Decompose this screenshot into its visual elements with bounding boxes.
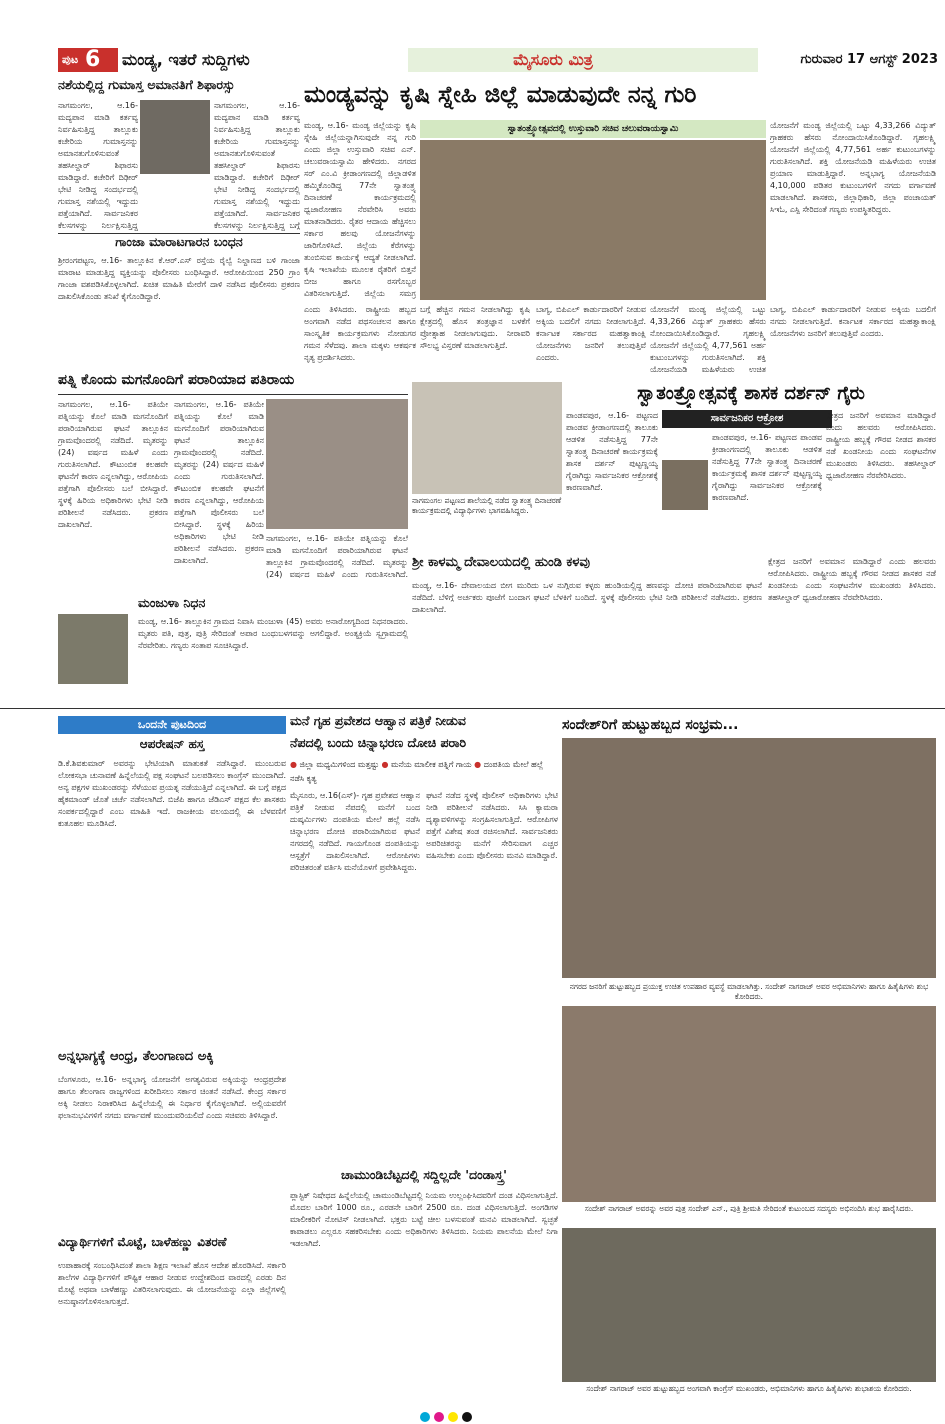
story-hundi bbox=[412, 556, 762, 696]
sub-operation: ಆಪರೇಷನ್ ಹಸ್ತ bbox=[139, 738, 205, 751]
date-line: ಗುರುವಾರ 17 ಆಗಸ್ಟ್ 2023 bbox=[800, 52, 938, 67]
divider bbox=[58, 233, 300, 234]
lead-bottom-b: ಬಗ್ಗೆ ಹೆಚ್ಚಿನ ಗಮನ ನೀಡಲಾಗಿದ್ದು ಕೃಷಿ ಕ್ಷೇತ್ರದಲ್ಲಿ ಹೊಸ ತಂತ್ರಜ್ಞಾನ ಬಳಕೆಗೆ ಪ್ರೋತ್ಸಾಹ ನೀಡಲಾಗುವುದು. ನೀರಾವರಿ ಸೌಲಭ್ಯ ವಿಸ್ತರಣೆ ಮಾಡಲಾಗುತ್ತಿದೆ. bbox=[420, 305, 530, 350]
body-text: ನಾಗಮಂಗಲ, ಆ.16- ಮದ್ಯಪಾನ ಮಾಡಿ ಕರ್ತವ್ಯ ನಿರ್ವಹಿಸುತ್ತಿದ್ದ ತಾಲ್ಲೂಕು ಕಚೇರಿಯ ಗುಮಾಸ್ತನನ್ನು ಅಮಾನತುಗೊಳಿಸುವಂತೆ ತಹಸೀಲ್ದಾರ್ ಶಿಫಾರಸು ಮಾಡಿದ್ದಾರೆ. ಕಚೇರಿಗೆ ದಿಢೀರ್ ಭೇಟಿ ನೀಡಿದ್ದ ಸಂದರ್ಭದಲ್ಲಿ ಗುಮಾಸ್ತ ನಶೆಯಲ್ಲಿ ಇದ್ದುದು ಪತ್ತೆಯಾಗಿದೆ. ಸಾರ್ವಜನಿಕರ ಕೆಲಸಗಳನ್ನು ನಿರ್ಲಕ್ಷಿಸುತ್ತಿದ್ದ bbox=[58, 101, 138, 230]
lead-col-right: ಯೋಜನೆಗೆ ಮಂಡ್ಯ ಜಿಲ್ಲೆಯಲ್ಲಿ ಒಟ್ಟು 4,33,266 ವಿದ್ಯುತ್ ಗ್ರಾಹಕರು ಹೆಸರು ನೋಂದಾಯಿಸಿಕೊಂಡಿದ್ದಾರೆ. ಗೃಹಲಕ್ಷ್ಮಿ ಯೋಜನೆಗೆ ಜಿಲ್ಲೆಯಲ್ಲಿ 4,77,561 ಅರ್ಹ ಕುಟುಂಬಗಳನ್ನು ಗುರುತಿಸಲಾಗಿದೆ. ಶಕ್ತಿ ಯೋಜನೆಯಡಿ ಮಹಿಳೆಯರು ಉಚಿತ ಪ್ರಯಾಣ ಮಾಡುತ್ತಿದ್ದಾರೆ. ಅನ್ನಭಾಗ್ಯ ಯೋಜನೆಯಡಿ 4,10,000 ಪಡಿತರ ಕುಟುಂಬಗಳಿಗೆ ನಗದು ವರ್ಗಾವಣೆ ಮಾಡಲಾಗಿದೆ. ಶಾಸಕರು, ಜಿಲ್ಲಾಧಿಕಾರಿ, ಜಿಲ್ಲಾ ಪಂಚಾಯತ್ ಸಿಇಓ, ಎಸ್ಪಿ ಸೇರಿದಂತೆ ಗಣ್ಯರು ಉಪಸ್ಥಿತರಿದ್ದರು. bbox=[770, 121, 936, 214]
yellow-registration-dot-icon bbox=[448, 1412, 458, 1422]
bullets bbox=[290, 758, 558, 786]
cyan-registration-dot-icon bbox=[420, 1412, 430, 1422]
body-text-right: ನಾಗಮಂಗಲ, ಆ.16- ಪತಿಯೇ ಪತ್ನಿಯನ್ನು ಕೊಲೆ ಮಾಡಿ ಮಗನೊಂದಿಗೆ ಪರಾರಿಯಾಗಿರುವ ಘಟನೆ ತಾಲ್ಲೂಕಿನ ಗ್ರಾಮವೊಂದರಲ್ಲಿ ನಡೆದಿದೆ. ಮೃತರನ್ನು (24) ವರ್ಷದ ಮಹಿಳೆ ಎಂದು ಗುರುತಿಸಲಾಗಿದೆ. bbox=[266, 534, 408, 579]
story-patni bbox=[58, 373, 408, 583]
story-ganja bbox=[58, 235, 300, 355]
body-text-mid: ನಾಗಮಂಗಲ, ಆ.16- ಪತಿಯೇ ಪತ್ನಿಯನ್ನು ಕೊಲೆ ಮಾಡಿ ಮಗನೊಂದಿಗೆ ಪರಾರಿಯಾಗಿರುವ ಘಟನೆ ತಾಲ್ಲೂಕಿನ ಗ್ರಾಮವೊಂದರಲ್ಲಿ ನಡೆದಿದೆ. ಮೃತರನ್ನು (24) ವರ್ಷದ ಮಹಿಳೆ ಎಂದು ಗುರುತಿಸಲಾಗಿದೆ. ಕೌಟುಂಬಿಕ ಕಲಹವೇ ಘಟನೆಗೆ ಕಾರಣ ಎನ್ನಲಾಗಿದ್ದು, ಆರೋಪಿಯ ಪತ್ತೆಗಾಗಿ ಪೊಲೀಸರು ಬಲೆ ಬೀಸಿದ್ದಾರೆ. ಸ್ಥಳಕ್ಕೆ ಹಿರಿಯ ಅಧಿಕಾರಿಗಳು ಭೇಟಿ ನೀಡಿ ಪರಿಶೀಲನೆ ನಡೆಸಿದರು. ಪ್ರಕರಣ ದಾಖಲಾಗಿದೆ. bbox=[174, 400, 264, 565]
page-header bbox=[58, 48, 938, 72]
headline: ಸ್ವಾತಂತ್ರ್ಯೋತ್ಸವಕ್ಕೆ ಶಾಸಕ ದರ್ಶನ್ ಗೈರು bbox=[637, 383, 865, 404]
body-left: ಪಾಂಡವಪುರ, ಆ.16- ಪಟ್ಟಣದ ಪಾಂಡವ ಕ್ರೀಡಾಂಗಣದಲ್ಲಿ ತಾಲೂಕು ಆಡಳಿತ ನಡೆಸುತ್ತಿದ್ದ 77ನೇ ಸ್ವಾತಂತ್ರ್ಯ ದಿನಾಚರಣೆ ಕಾರ್ಯಕ್ರಮಕ್ಕೆ ಶಾಸಕ ದರ್ಶನ್ ಪುಟ್ಟಣ್ಣಯ್ಯ ಗೈರಾಗಿದ್ದು ಸಾರ್ವಜನಿಕರ ಆಕ್ರೋಶಕ್ಕೆ ಕಾರಣವಾಗಿದೆ. bbox=[566, 411, 658, 492]
sandesh-caption-2: ಸಂದೇಶ್ ನಾಗರಾಜ್ ಅವರನ್ನು ಅವರ ಪುತ್ರ ಸಂದೇಶ್ ಎನ್., ಪುತ್ರಿ ಶ್ರೀಮತಿ ಸೇರಿದಂತೆ ಕುಟುಂಬದ ಸದಸ್ಯರು ಅಭಿನಂದಿಸಿ ಶುಭ ಹಾರೈಸಿದರು. bbox=[584, 1204, 914, 1213]
tag-text: ಸಾರ್ವಜನಿಕರ ಆಕ್ರೋಶ bbox=[710, 413, 784, 424]
page-number-box bbox=[58, 48, 118, 72]
story-dandasra bbox=[290, 1168, 558, 1414]
photo-clerk bbox=[140, 100, 210, 174]
sub-annabhagya: ಅನ್ನಭಾಗ್ಯಕ್ಕೆ ಆಂಧ್ರ, ತೆಲಂಗಾಣದ ಅಕ್ಕಿ bbox=[58, 1050, 214, 1064]
section-title: ಮಂಡ್ಯ, ಇತರೆ ಸುದ್ದಿಗಳು bbox=[122, 50, 250, 69]
headline: ಶ್ರೀ ಕಾಳಮ್ಮ ದೇವಾಲಯದಲ್ಲಿ ಹುಂಡಿ ಕಳವು bbox=[412, 556, 590, 570]
masthead: ಮೈಸೂರು ಮಿತ್ರ bbox=[513, 50, 593, 69]
strap-text: ಸ್ವಾತಂತ್ರ್ಯೋತ್ಸವದಲ್ಲಿ ಉಸ್ತುವಾರಿ ಸಚಿವ ಚಲುವರಾಯಸ್ವಾಮಿ bbox=[507, 124, 679, 134]
lead-strap bbox=[420, 120, 766, 138]
headline-line1: ಮನೆ ಗೃಹ ಪ್ರವೇಶದ ಆಹ್ವಾನ ಪತ್ರಿಕೆ ನೀಡುವ bbox=[290, 714, 466, 728]
black-registration-dot-icon bbox=[462, 1412, 472, 1422]
magenta-registration-dot-icon bbox=[434, 1412, 444, 1422]
bullet-2: ಮನೆಯ ಮಾಲೀಕ bbox=[391, 760, 436, 769]
sub-motte: ವಿದ್ಯಾರ್ಥಿಗಳಿಗೆ ಮೊಟ್ಟೆ, ಬಾಳೆಹಣ್ಣು ವಿತರಣೆ bbox=[58, 1236, 227, 1249]
photo-school bbox=[412, 382, 562, 494]
lead-bottom-a: ಎಂದು ತಿಳಿಸಿದರು. ರಾಷ್ಟ್ರೀಯ ಹಬ್ಬದ ಅಂಗವಾಗಿ ನಡೆದ ಪಥಸಂಚಲನ ಹಾಗೂ ಸಾಂಸ್ಕೃತಿಕ ಕಾರ್ಯಕ್ರಮಗಳು ನೋಡುಗರ ಗಮನ ಸೆಳೆದವು. ಶಾಲಾ ಮಕ್ಕಳು ಆಕರ್ಷಕ ನೃತ್ಯ ಪ್ರದರ್ಶಿಸಿದರು. bbox=[304, 305, 416, 362]
photo-manjula bbox=[58, 614, 128, 684]
bullet-dot: ● bbox=[381, 760, 389, 769]
sandesh-headline: ಸಂದೇಶ್‌ರಿಗೆ ಹುಟ್ಟುಹಬ್ಬದ ಸಂಭ್ರಮ... bbox=[562, 717, 739, 733]
headline: ಚಾಮುಂಡಿಬೆಟ್ಟದಲ್ಲಿ ಸದ್ದಿಲ್ಲದೇ 'ದಂಡಾಸ್ತ್ರ' bbox=[341, 1168, 507, 1182]
body-text-right: ನಾಗಮಂಗಲ, ಆ.16- ಮದ್ಯಪಾನ ಮಾಡಿ ಕರ್ತವ್ಯ ನಿರ್ವಹಿಸುತ್ತಿದ್ದ ತಾಲ್ಲೂಕು ಕಚೇರಿಯ ಗುಮಾಸ್ತನನ್ನು ಅಮಾನತುಗೊಳಿಸುವಂತೆ ತಹಸೀಲ್ದಾರ್ ಶಿಫಾರಸು ಮಾಡಿದ್ದಾರೆ. ಕಚೇರಿಗೆ ದಿಢೀರ್ ಭೇಟಿ ನೀಡಿದ್ದ ಸಂದರ್ಭದಲ್ಲಿ ಗುಮಾಸ್ತ ನಶೆಯಲ್ಲಿ ಇದ್ದುದು ಪತ್ತೆಯಾಗಿದೆ. ಸಾರ್ವಜನಿಕರ ಕೆಲಸಗಳನ್ನು ನಿರ್ಲಕ್ಷಿಸುತ್ತಿದ್ದ ಬಗ್ಗೆ bbox=[214, 101, 300, 230]
school-caption: ನಾಗಮಂಗಲ ಪಟ್ಟಣದ ಶಾಲೆಯಲ್ಲಿ ನಡೆದ ಸ್ವಾತಂತ್ರ್ಯ ದಿನಾಚರಣೆ ಕಾರ್ಯಕ್ರಮದಲ್ಲಿ ವಿದ್ಯಾರ್ಥಿಗಳು ಭಾಗವಹಿಸಿದ್ದರು. bbox=[412, 496, 562, 515]
body-mid: ಪಾಂಡವಪುರ, ಆ.16- ಪಟ್ಟಣದ ಪಾಂಡವ ಕ್ರೀಡಾಂಗಣದಲ್ಲಿ ತಾಲೂಕು ಆಡಳಿತ ನಡೆಸುತ್ತಿದ್ದ 77ನೇ ಸ್ವಾತಂತ್ರ್ಯ ದಿನಾಚರಣೆ ಕಾರ್ಯಕ್ರಮಕ್ಕೆ ಶಾಸಕ ದರ್ಶನ್ ಪುಟ್ಟಣ್ಣಯ್ಯ ಗೈರಾಗಿದ್ದು ಸಾರ್ವಜನಿಕರ ಆಕ್ರೋಶಕ್ಕೆ ಕಾರಣವಾಗಿದೆ. bbox=[712, 433, 822, 502]
headline: ಪತ್ನಿ ಕೊಂದು ಮಗನೊಂದಿಗೆ ಪರಾರಿಯಾದ ಪತಿರಾಯ bbox=[58, 373, 408, 395]
page-label: ಪುಟ bbox=[62, 53, 79, 66]
body-col2: ಘಟನೆ ನಡೆದ ಸ್ಥಳಕ್ಕೆ ಪೊಲೀಸ್ ಅಧಿಕಾರಿಗಳು ಭೇಟಿ ನೀಡಿ ಪರಿಶೀಲನೆ ನಡೆಸಿದರು. ಸಿಸಿ ಕ್ಯಾಮರಾ ದೃಶ್ಯಾವಳಿಗಳನ್ನು ಸಂಗ್ರಹಿಸಲಾಗುತ್ತಿದೆ. ಆರೋಪಿಗಳ ಪತ್ತೆಗೆ ವಿಶೇಷ ತಂಡ ರಚಿಸಲಾಗಿದೆ. ಸಾರ್ವಜನಿಕರು ಅಪರಿಚಿತರನ್ನು ಮನೆಗೆ ಸೇರಿಸುವಾಗ ಎಚ್ಚರ ವಹಿಸಬೇಕು ಎಂದು ಪೊಲೀಸರು ಮನವಿ ಮಾಡಿದ್ದಾರೆ. bbox=[426, 791, 558, 860]
story-shasaka bbox=[566, 380, 936, 550]
story-mane bbox=[290, 714, 558, 1164]
body-operation: ಡಿ.ಕೆ.ಶಿವಕುಮಾರ್ ಅವರನ್ನು ಭೇಟಿಯಾಗಿ ಮಾತುಕತೆ ನಡೆಸಿದ್ದಾರೆ. ಮುಂಬರುವ ಲೋಕಸಭಾ ಚುನಾವಣೆ ಹಿನ್ನೆಲೆಯಲ್ಲಿ ಪಕ್ಷ ಸಂಘಟನೆ ಬಲಪಡಿಸಲು ಕಾಂಗ್ರೆಸ್ ಮುಂದಾಗಿದೆ. ಅನ್ಯ ಪಕ್ಷಗಳ ಮುಖಂಡರನ್ನು ಸೆಳೆಯುವ ಪ್ರಯತ್ನ ನಡೆಯುತ್ತಿದೆ ಎನ್ನಲಾಗಿದೆ. ಈ ಬಗ್ಗೆ ಪಕ್ಷದ ಹೈಕಮಾಂಡ್ ಜೊತೆ ಚರ್ಚೆ ನಡೆಸಲಾಗಿದೆ. ಬಿಜೆಪಿ ಹಾಗೂ ಜೆಡಿಎಸ್ ಪಕ್ಷದ ಕೆಲ ಶಾಸಕರು ಸಂಪರ್ಕದಲ್ಲಿದ್ದಾರೆ ಎಂಬ ಮಾಹಿತಿ ಇದೆ. ರಾಜಕೀಯ ವಲಯದಲ್ಲಿ ಈ ಬೆಳವಣಿಗೆ ಕುತೂಹಲ ಮೂಡಿಸಿದೆ. bbox=[58, 759, 286, 828]
lead-bottom-e: ಬಾಗ್ಯ, ಬಿಪಿಎಲ್ ಕಾರ್ಡುದಾರರಿಗೆ ನೀಡುವ ಅಕ್ಕಿಯ ಬದಲಿಗೆ ನಗದು ನೀಡಲಾಗುತ್ತಿದೆ. ಕರ್ನಾಟಕ ಸರ್ಕಾರದ ಮಹತ್ವಾಕಾಂಕ್ಷಿ ಯೋಜನೆಗಳು ಜನರಿಗೆ ತಲುಪುತ್ತಿವೆ ಎಂದರು. bbox=[770, 305, 936, 338]
sandesh-caption-1: ನಗರದ ಜನರಿಗೆ ಹುಟ್ಟುಹಬ್ಬದ ಪ್ರಯುಕ್ತ ಉಚಿತ ಉಪಹಾರ ವ್ಯವಸ್ಥೆ ಮಾಡಲಾಗಿತ್ತು. ಸಂದೇಶ್ ನಾಗರಾಜ್ ಅವರ ಅಭಿಮಾನಿಗಳು ಹಾಗೂ ಹಿತೈಷಿಗಳು ಶುಭ ಕೋರಿದರು. bbox=[569, 982, 929, 1001]
photo-sandesh-3 bbox=[562, 1228, 936, 1382]
bullet-4: ದಂಪತಿಯ ಮೇಲೆ ಹಲ್ಲೆ ನಡೆಸಿ ಕೃತ್ಯ bbox=[290, 760, 544, 783]
ondene-label: ಒಂದನೇ ಪುಟದಿಂದ bbox=[137, 718, 207, 731]
ondene-banner bbox=[58, 716, 286, 734]
lead-col-left: ಮಂಡ್ಯ, ಆ.16- ಮಂಡ್ಯ ಜಿಲ್ಲೆಯನ್ನು ಕೃಷಿ ಸ್ನೇಹಿ ಜಿಲ್ಲೆಯನ್ನಾಗಿಸುವುದೇ ನನ್ನ ಗುರಿ ಎಂದು ಜಿಲ್ಲಾ ಉಸ್ತುವಾರಿ ಸಚಿವ ಎನ್. ಚಲುವರಾಯಸ್ವಾಮಿ ಹೇಳಿದರು. ನಗರದ ಸರ್ ಎಂ.ವಿ ಕ್ರೀಡಾಂಗಣದಲ್ಲಿ ಜಿಲ್ಲಾಡಳಿತ ಹಮ್ಮಿಕೊಂಡಿದ್ದ 77ನೇ ಸ್ವಾತಂತ್ರ್ಯ ದಿನಾಚರಣೆ ಕಾರ್ಯಕ್ರಮದಲ್ಲಿ ಧ್ವಜಾರೋಹಣ ನೆರವೇರಿಸಿ ಅವರು ಮಾತನಾಡಿದರು. ರೈತರ ಆದಾಯ ಹೆಚ್ಚಿಸಲು ಸರ್ಕಾರ ಹಲವು ಯೋಜನೆಗಳನ್ನು ಜಾರಿಗೊಳಿಸಿದೆ. ಜಿಲ್ಲೆಯ ಕೆರೆಗಳನ್ನು ತುಂಬಿಸುವ ಕಾರ್ಯಕ್ಕೆ ಆದ್ಯತೆ ನೀಡಲಾಗಿದೆ. ಕೃಷಿ ಇಲಾಖೆಯ ಮೂಲಕ ರೈತರಿಗೆ ಬಿತ್ತನೆ ಬೀಜ ಹಾಗೂ ರಸಗೊಬ್ಬರ ವಿತರಿಸಲಾಗುತ್ತಿದೆ. ಜಿಲ್ಲೆಯ ಸಮಗ್ರ bbox=[304, 121, 416, 298]
body-text: ಶ್ರೀರಂಗಪಟ್ಟಣ, ಆ.16- ತಾಲ್ಲೂಕಿನ ಕೆ.ಆರ್.ಎಸ್ ರಸ್ತೆಯ ರೈಲ್ವೆ ನಿಲ್ದಾಣದ ಬಳಿ ಗಾಂಜಾ ಮಾರಾಟ ಮಾಡುತ್ತಿದ್ದ ವ್ಯಕ್ತಿಯನ್ನು ಪೊಲೀಸರು ಬಂಧಿಸಿದ್ದಾರೆ. ಆರೋಪಿಯಿಂದ 250 ಗ್ರಾಂ ಗಾಂಜಾ ವಶಪಡಿಸಿಕೊಳ್ಳಲಾಗಿದೆ. ಖಚಿತ ಮಾಹಿತಿ ಮೇರೆಗೆ ದಾಳಿ ನಡೆಸಿದ ಪೊಲೀಸರು ಪ್ರಕರಣ ದಾಖಲಿಸಿಕೊಂಡು ತನಿಖೆ ಕೈಗೊಂಡಿದ್ದಾರೆ. bbox=[58, 256, 300, 301]
photo-parade bbox=[420, 140, 766, 300]
headline: ನಶೆಯಲ್ಲಿದ್ದ ಗುಮಾಸ್ತ ಅಮಾನತಿಗೆ ಶಿಫಾರಸ್ಸು bbox=[58, 78, 235, 92]
bullet-3: ಪತ್ನಿಗೆ ಗಾಯ bbox=[438, 760, 472, 769]
lead-headline: ಮಂಡ್ಯವನ್ನು ಕೃಷಿ ಸ್ನೇಹಿ ಜಿಲ್ಲೆ ಮಾಡುವುದೇ ನನ್ನ ಗುರಿ bbox=[304, 82, 697, 108]
photo-sandesh-1 bbox=[562, 738, 936, 978]
body-motte: ಉಪಾಹಾರಕ್ಕೆ ಸಂಬಂಧಿಸಿದಂತೆ ಶಾಲಾ ಶಿಕ್ಷಣ ಇಲಾಖೆ ಹೊಸ ಆದೇಶ ಹೊರಡಿಸಿದೆ. ಸರ್ಕಾರಿ ಶಾಲೆಗಳ ವಿದ್ಯಾರ್ಥಿಗಳಿಗೆ ಪೌಷ್ಟಿಕ ಆಹಾರ ನೀಡುವ ಉದ್ದೇಶದಿಂದ ವಾರದಲ್ಲಿ ಎರಡು ದಿನ ಮೊಟ್ಟೆ ಅಥವಾ ಬಾಳೆಹಣ್ಣು ವಿತರಿಸಲಾಗುವುದು. ಈ ಯೋಜನೆಯನ್ನು ಎಲ್ಲಾ ಜಿಲ್ಲೆಗಳಲ್ಲಿ ಅನುಷ್ಠಾನಗೊಳಿಸಲಾಗುತ್ತದೆ. bbox=[58, 1261, 286, 1306]
section-rule bbox=[0, 708, 945, 709]
body-text: ಮಂಡ್ಯ, ಆ.16- ದೇವಾಲಯದ ಬೀಗ ಮುರಿದು ಒಳ ನುಗ್ಗಿರುವ ಕಳ್ಳರು ಹುಂಡಿಯಲ್ಲಿದ್ದ ಹಣವನ್ನು ದೋಚಿ ಪರಾರಿಯಾಗಿರುವ ಘಟನೆ ನಡೆದಿದೆ. ಬೆಳಿಗ್ಗೆ ಅರ್ಚಕರು ಪೂಜೆಗೆ ಬಂದಾಗ ಘಟನೆ ಬೆಳಕಿಗೆ ಬಂದಿದೆ. ಸ್ಥಳಕ್ಕೆ ಪೊಲೀಸರು ಭೇಟಿ ನೀಡಿ ಪರಿಶೀಲನೆ ನಡೆಸಿದರು. ಪ್ರಕರಣ ದಾಖಲಾಗಿದೆ. bbox=[412, 581, 762, 614]
photo-mla bbox=[662, 460, 708, 510]
story-manjula bbox=[58, 596, 408, 706]
body-text: ಮಂಡ್ಯ, ಆ.16- ತಾಲ್ಲೂಕಿನ ಗ್ರಾಮದ ನಿವಾಸಿ ಮಂಜುಳಾ (45) ಅವರು ಅನಾರೋಗ್ಯದಿಂದ ನಿಧನರಾದರು. ಮೃತರು ಪತಿ, ಪುತ್ರ, ಪುತ್ರಿ ಸೇರಿದಂತೆ ಅಪಾರ ಬಂಧುಬಳಗವನ್ನು ಅಗಲಿದ್ದಾರೆ. ಅಂತ್ಯಕ್ರಿಯೆ ಸ್ವಗ್ರಾಮದಲ್ಲಿ ನೆರವೇರಿತು. ಗಣ್ಯರು ಸಂತಾಪ ಸೂಚಿಸಿದ್ದಾರೆ. bbox=[138, 617, 408, 650]
body-right: ಕ್ಷೇತ್ರದ ಜನರಿಗೆ ಅವಮಾನ ಮಾಡಿದ್ದಾರೆ ಎಂದು ಹಲವರು ಆರೋಪಿಸಿದರು. ರಾಷ್ಟ್ರೀಯ ಹಬ್ಬಕ್ಕೆ ಗೌರವ ನೀಡದ ಶಾಸಕರ ನಡೆ ಖಂಡನೀಯ ಎಂದು ಸಂಘಟನೆಗಳ ಮುಖಂಡರು ತಿಳಿಸಿದರು. ತಹಸೀಲ್ದಾರ್ ಧ್ವಜಾರೋಹಣ ನೆರವೇರಿಸಿದರು. bbox=[826, 411, 936, 480]
page-number: 6 bbox=[84, 48, 101, 72]
headline: ಗಾಂಜಾ ಮಾರಾಟಗಾರನ ಬಂಧನ bbox=[115, 235, 243, 249]
lead-bottom-d: ಯೋಜನೆಗೆ ಮಂಡ್ಯ ಜಿಲ್ಲೆಯಲ್ಲಿ ಒಟ್ಟು 4,33,266 ವಿದ್ಯುತ್ ಗ್ರಾಹಕರು ಹೆಸರು ನೋಂದಾಯಿಸಿಕೊಂಡಿದ್ದಾರೆ. ಗೃಹಲಕ್ಷ್ಮಿ ಯೋಜನೆಗೆ ಜಿಲ್ಲೆಯಲ್ಲಿ 4,77,561 ಅರ್ಹ ಕುಟುಂಬಗಳನ್ನು ಗುರುತಿಸಲಾಗಿದೆ. ಶಕ್ತಿ ಯೋಜನೆಯಡಿ ಮಹಿಳೆಯರು ಉಚಿತ bbox=[650, 305, 766, 374]
shasaka-continued: ಕ್ಷೇತ್ರದ ಜನರಿಗೆ ಅವಮಾನ ಮಾಡಿದ್ದಾರೆ ಎಂದು ಹಲವರು ಆರೋಪಿಸಿದರು. ರಾಷ್ಟ್ರೀಯ ಹಬ್ಬಕ್ಕೆ ಗೌರವ ನೀಡದ ಶಾಸಕರ ನಡೆ ಖಂಡನೀಯ ಎಂದು ಸಂಘಟನೆಗಳ ಮುಖಂಡರು ತಿಳಿಸಿದರು. ತಹಸೀಲ್ದಾರ್ ಧ್ವಜಾರೋಹಣ ನೆರವೇರಿಸಿದರು. bbox=[768, 557, 936, 602]
sandesh-caption-3: ಸಂದೇಶ್ ನಾಗರಾಜ್ ಅವರ ಹುಟ್ಟುಹಬ್ಬದ ಅಂಗವಾಗಿ ಕಾಂಗ್ರೆಸ್ ಮುಖಂಡರು, ಅಭಿಮಾನಿಗಳು ಹಾಗೂ ಹಿತೈಷಿಗಳು ಶುಭಾಶಯ ಕೋರಿದರು. bbox=[586, 1384, 912, 1393]
photo-couple bbox=[266, 399, 408, 529]
bullet-dot: ● bbox=[474, 760, 482, 769]
headline-line2: ನೆಪದಲ್ಲಿ ಬಂದು ಚಿನ್ನಾಭರಣ ದೋಚಿ ಪರಾರಿ bbox=[290, 736, 467, 750]
bullet-dot: ● bbox=[290, 760, 297, 769]
body-text: ಪ್ಲಾಸ್ಟಿಕ್ ನಿಷೇಧದ ಹಿನ್ನೆಲೆಯಲ್ಲಿ ಚಾಮುಂಡಿಬೆಟ್ಟದಲ್ಲಿ ನಿಯಮ ಉಲ್ಲಂಘಿಸಿದವರಿಗೆ ದಂಡ ವಿಧಿಸಲಾಗುತ್ತಿದೆ. ಮೊದಲ ಬಾರಿಗೆ 1000 ರೂ., ಎರಡನೇ ಬಾರಿಗೆ 2500 ರೂ. ದಂಡ ವಿಧಿಸಲಾಗುತ್ತಿದೆ. ಅಂಗಡಿಗಳ ಮಾಲೀಕರಿಗೆ ನೋಟಿಸ್ ನೀಡಲಾಗಿದೆ. ಭಕ್ತರು ಬಟ್ಟೆ ಚೀಲ ಬಳಸುವಂತೆ ಮನವಿ ಮಾಡಲಾಗಿದೆ. ಸ್ವಚ್ಛತೆ ಕಾಪಾಡಲು ಎಲ್ಲರೂ ಸಹಕರಿಸಬೇಕು ಎಂದು ಅಧಿಕಾರಿಗಳು ತಿಳಿಸಿದರು. ನಿಯಮ ಪಾಲನೆಯ ಮೇಲೆ ನಿಗಾ ಇಡಲಾಗಿದೆ. bbox=[290, 1191, 558, 1248]
headline: ಮಂಜುಳಾ ನಿಧನ bbox=[138, 596, 206, 610]
bullet-1: ಜಿಲ್ಲಾ ಮಧ್ಯಮಿಗಳಿಂದ ಮತ್ತಷ್ಟು bbox=[299, 760, 379, 769]
body-annabhagya: ಬೆಂಗಳೂರು, ಆ.16- ಅನ್ನಭಾಗ್ಯ ಯೋಜನೆಗೆ ಅಗತ್ಯವಿರುವ ಅಕ್ಕಿಯನ್ನು ಆಂಧ್ರಪ್ರದೇಶ ಹಾಗೂ ತೆಲಂಗಾಣ ರಾಜ್ಯಗಳಿಂದ ಖರೀದಿಸಲು ಸರ್ಕಾರ ಚಿಂತನೆ ನಡೆಸಿದೆ. ಕೇಂದ್ರ ಸರ್ಕಾರ ಅಕ್ಕಿ ನೀಡಲು ನಿರಾಕರಿಸಿದ ಹಿನ್ನೆಲೆಯಲ್ಲಿ ಈ ನಿರ್ಧಾರ ಕೈಗೊಳ್ಳಲಾಗಿದೆ. ಅಲ್ಲಿಯವರೆಗೆ ಫಲಾನುಭವಿಗಳಿಗೆ ನಗದು ವರ್ಗಾವಣೆ ಮುಂದುವರಿಯಲಿದೆ ಎಂದು ಸಚಿವರು ತಿಳಿಸಿದ್ದಾರೆ. bbox=[58, 1075, 286, 1120]
body-text: ನಾಗಮಂಗಲ, ಆ.16- ಪತಿಯೇ ಪತ್ನಿಯನ್ನು ಕೊಲೆ ಮಾಡಿ ಮಗನೊಂದಿಗೆ ಪರಾರಿಯಾಗಿರುವ ಘಟನೆ ತಾಲ್ಲೂಕಿನ ಗ್ರಾಮವೊಂದರಲ್ಲಿ ನಡೆದಿದೆ. ಮೃತರನ್ನು (24) ವರ್ಷದ ಮಹಿಳೆ ಎಂದು ಗುರುತಿಸಲಾಗಿದೆ. ಕೌಟುಂಬಿಕ ಕಲಹವೇ ಘಟನೆಗೆ ಕಾರಣ ಎನ್ನಲಾಗಿದ್ದು, ಆರೋಪಿಯ ಪತ್ತೆಗಾಗಿ ಪೊಲೀಸರು ಬಲೆ ಬೀಸಿದ್ದಾರೆ. ಸ್ಥಳಕ್ಕೆ ಹಿರಿಯ ಅಧಿಕಾರಿಗಳು ಭೇಟಿ ನೀಡಿ ಪರಿಶೀಲನೆ ನಡೆಸಿದರು. ಪ್ರಕರಣ ದಾಖಲಾಗಿದೆ. bbox=[58, 400, 168, 529]
story-nasheyalli bbox=[58, 78, 300, 233]
lead-bottom-c: ಬಾಗ್ಯ, ಬಿಪಿಎಲ್ ಕಾರ್ಡುದಾರರಿಗೆ ನೀಡುವ ಅಕ್ಕಿಯ ಬದಲಿಗೆ ನಗದು ನೀಡಲಾಗುತ್ತಿದೆ. ಕರ್ನಾಟಕ ಸರ್ಕಾರದ ಮಹತ್ವಾಕಾಂಕ್ಷಿ ಯೋಜನೆಗಳು ಜನರಿಗೆ ತಲುಪುತ್ತಿವೆ ಎಂದರು. bbox=[536, 305, 646, 362]
photo-sandesh-2 bbox=[562, 1006, 936, 1202]
tag-box bbox=[662, 410, 832, 428]
body-col1: ಮೈಸೂರು, ಆ.16(ಎಸ್)- ಗೃಹ ಪ್ರವೇಶದ ಆಹ್ವಾನ ಪತ್ರಿಕೆ ನೀಡುವ ನೆಪದಲ್ಲಿ ಮನೆಗೆ ಬಂದ ದುಷ್ಕರ್ಮಿಗಳು ದಂಪತಿಯ ಮೇಲೆ ಹಲ್ಲೆ ನಡೆಸಿ ಚಿನ್ನಾಭರಣ ದೋಚಿ ಪರಾರಿಯಾಗಿರುವ ಘಟನೆ ನಗರದಲ್ಲಿ ನಡೆದಿದೆ. ಗಾಯಗೊಂಡ ದಂಪತಿಯನ್ನು ಆಸ್ಪತ್ರೆಗೆ ದಾಖಲಿಸಲಾಗಿದೆ. ಆರೋಪಿಗಳು ಪರಿಚಿತರಂತೆ ವರ್ತಿಸಿ ಮನೆಯೊಳಗೆ ಪ್ರವೇಶಿಸಿದ್ದರು. bbox=[290, 791, 420, 872]
